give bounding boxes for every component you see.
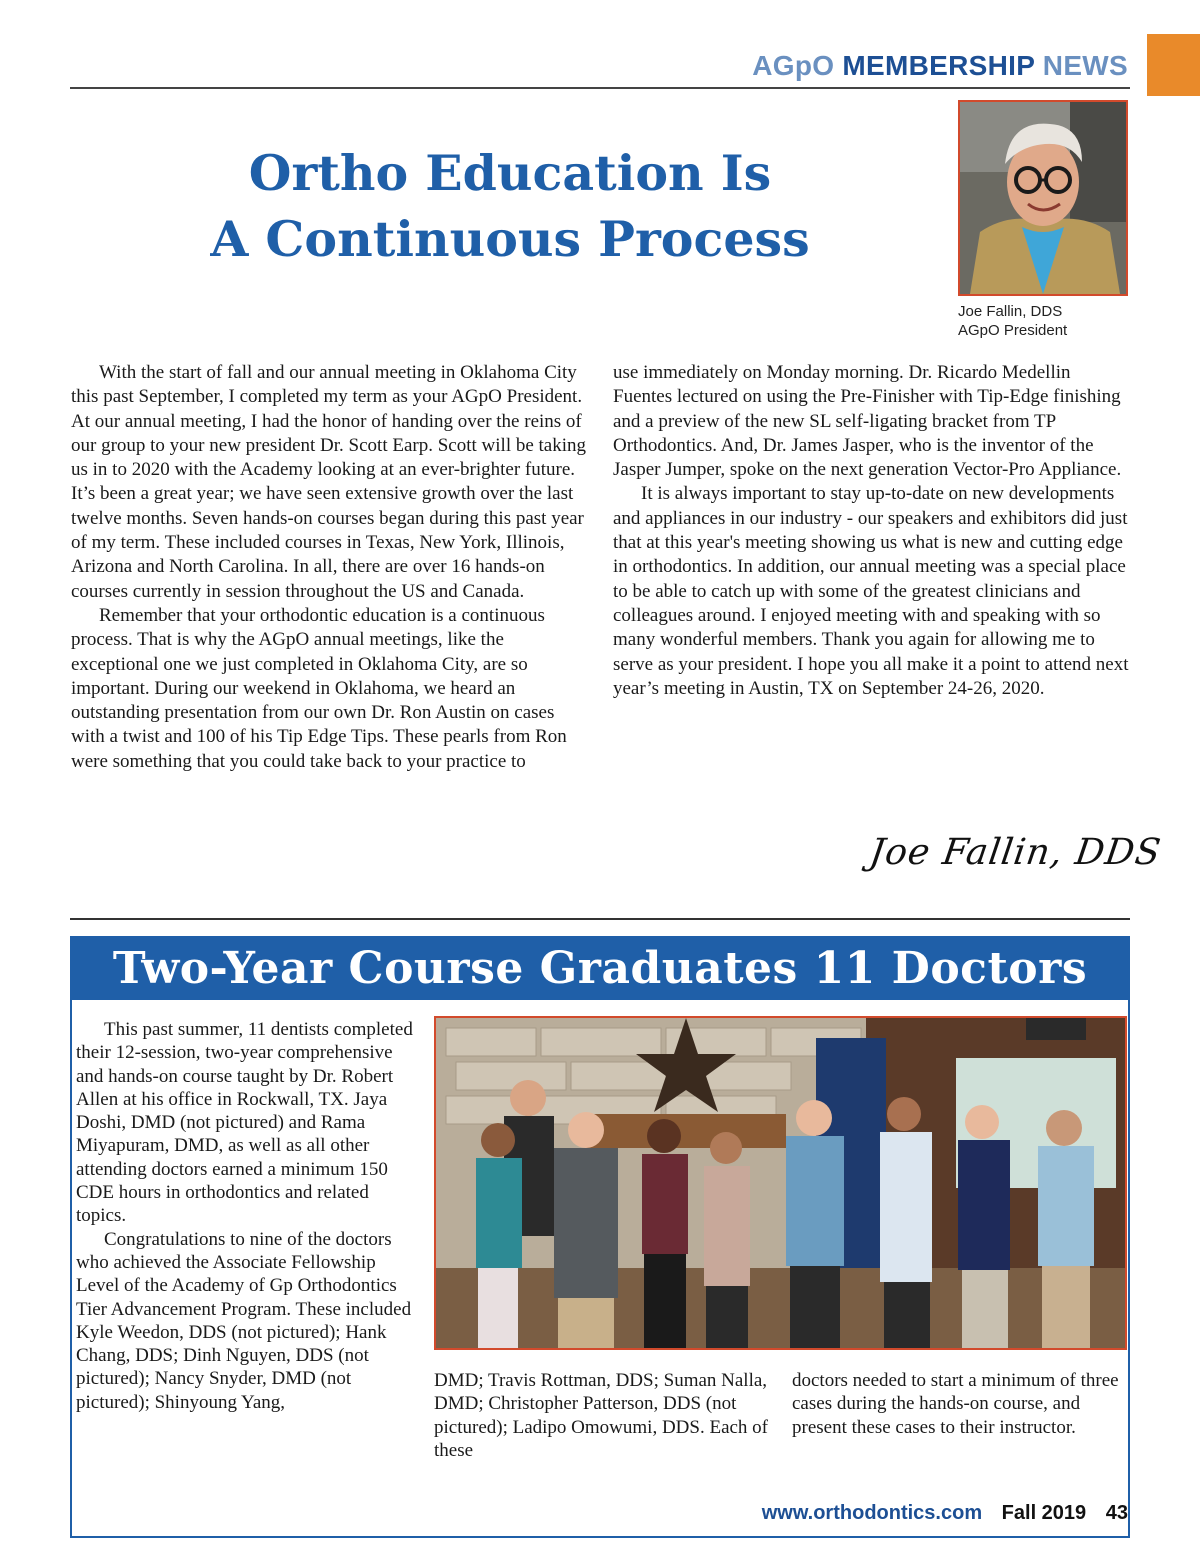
caption-name: Joe Fallin, DDS — [958, 303, 1063, 320]
graduates-banner: Two-Year Course Graduates 11 Doctors — [72, 938, 1128, 1000]
graduates-column-1 — [76, 1018, 416, 1414]
group-photo-illustration — [436, 1018, 1125, 1348]
article-headline — [160, 140, 860, 272]
paragraph: Congratulations to nine of the doctors who achieved the Associate Fellowship Level of the Academy of Gp Orthodontics Tier Advancement Program. These included Kyle Weedon, DDS (not pictured); Hank Chang, DDS; Dinh Nguyen, DDS (not pictured); Nancy Snyder, DMD (not pictured); Shinyoung Yang, — [76, 1228, 412, 1413]
article-column-1 — [71, 361, 591, 774]
graduates-column-2: DMD; Travis Rottman, DDS; Suman Nalla, DMD; Christopher Patterson, DDS (not pictured); Ladipo Omowumi, DDS. Each of these — [434, 1370, 769, 1461]
article-column-2 — [613, 361, 1133, 701]
paragraph: This past summer, 11 dentists completed their 12-session, two-year comprehensive and hands-on course taught by Dr. Robert Allen at his office in Rockwall, TX. Jaya Doshi, DMD (not pictured) and Rama Miyapuram, DMD, as well as all other attending doctors earned a minimum 150 CDE hours in orthodontics and related topics. — [76, 1019, 413, 1227]
footer-issue: Fall 2019 — [1001, 1502, 1087, 1524]
header-agpo: AGpO — [752, 50, 835, 81]
paragraph: It is always important to stay up-to-date on new developments and appliances in our industry - our speakers and exhibitors did just that at this year's meeting showing us what is new and cutting edge in orthodontics. In addition, our annual meeting was a special place to be able to catch up with some of the greatest clinicians and colleagues around. I enjoyed meeting with and speaking with so many wonderful members. Thank you again for allowing me to serve as your president. I hope you all make it a point to attend next year’s meeting in Austin, TX on September 24-26, 2020. — [613, 483, 1129, 699]
header-news: NEWS — [1042, 50, 1128, 81]
paragraph: Remember that your orthodontic education is a continuous process. That is why the AGpO annual meetings, like the exceptional one we just completed in Oklahoma City, are so important. During our weekend in Oklahoma, we heard an outstanding presentation from our own Dr. Ron Austin on cases with a twist and 100 of his Tip Edge Tips. These pearls from Ron were something that you could take back to your practice to — [71, 604, 567, 772]
portrait-illustration — [960, 102, 1126, 294]
section-header — [752, 50, 1128, 82]
section-divider — [70, 918, 1130, 920]
headline-line-1: Ortho Education Is — [248, 144, 772, 202]
page-footer — [762, 1502, 1128, 1525]
photo-caption — [958, 302, 1067, 340]
graduates-column-3: doctors needed to start a minimum of three cases during the hands-on course, and present these cases to their instructor. — [792, 1370, 1119, 1438]
headline-line-2: A Continuous Process — [210, 210, 810, 268]
header-divider — [70, 87, 1130, 89]
paragraph: With the start of fall and our annual meeting in Oklahoma City this past September, I completed my term as your AGpO President. At our annual meeting, I had the honor of handing over the reins of our group to your new president Dr. Scott Earp. Scott will be taking us in to 2020 with the Academy looking at an ever-brighter future. It’s been a great year; we have seen extensive growth over the last twelve months. Seven hands-on courses began during this past year of my term. These included courses in Texas, New York, Illinois, Arizona and North Carolina. In all, there are over 16 hands-on courses currently in session throughout the US and Canada. — [71, 362, 587, 602]
portrait-photo — [958, 100, 1128, 296]
orange-page-tab — [1147, 34, 1200, 96]
header-membership: MEMBERSHIP — [842, 50, 1035, 81]
group-photo — [434, 1016, 1127, 1350]
page-number: 43 — [1105, 1502, 1128, 1524]
signature: Joe Fallin, DDS — [867, 832, 1164, 873]
caption-title: AGpO President — [958, 322, 1068, 339]
paragraph: use immediately on Monday morning. Dr. Ricardo Medellin Fuentes lectured on using the Pre-Finisher with Tip-Edge finishing and a preview of the new SL self-ligating bracket from TP Orthodontics. And, Dr. James Jasper, who is the inventor of the Jasper Jumper, spoke on the next generation Vector-Pro Appliance. — [613, 362, 1122, 481]
footer-url[interactable]: www.orthodontics.com — [761, 1502, 983, 1524]
